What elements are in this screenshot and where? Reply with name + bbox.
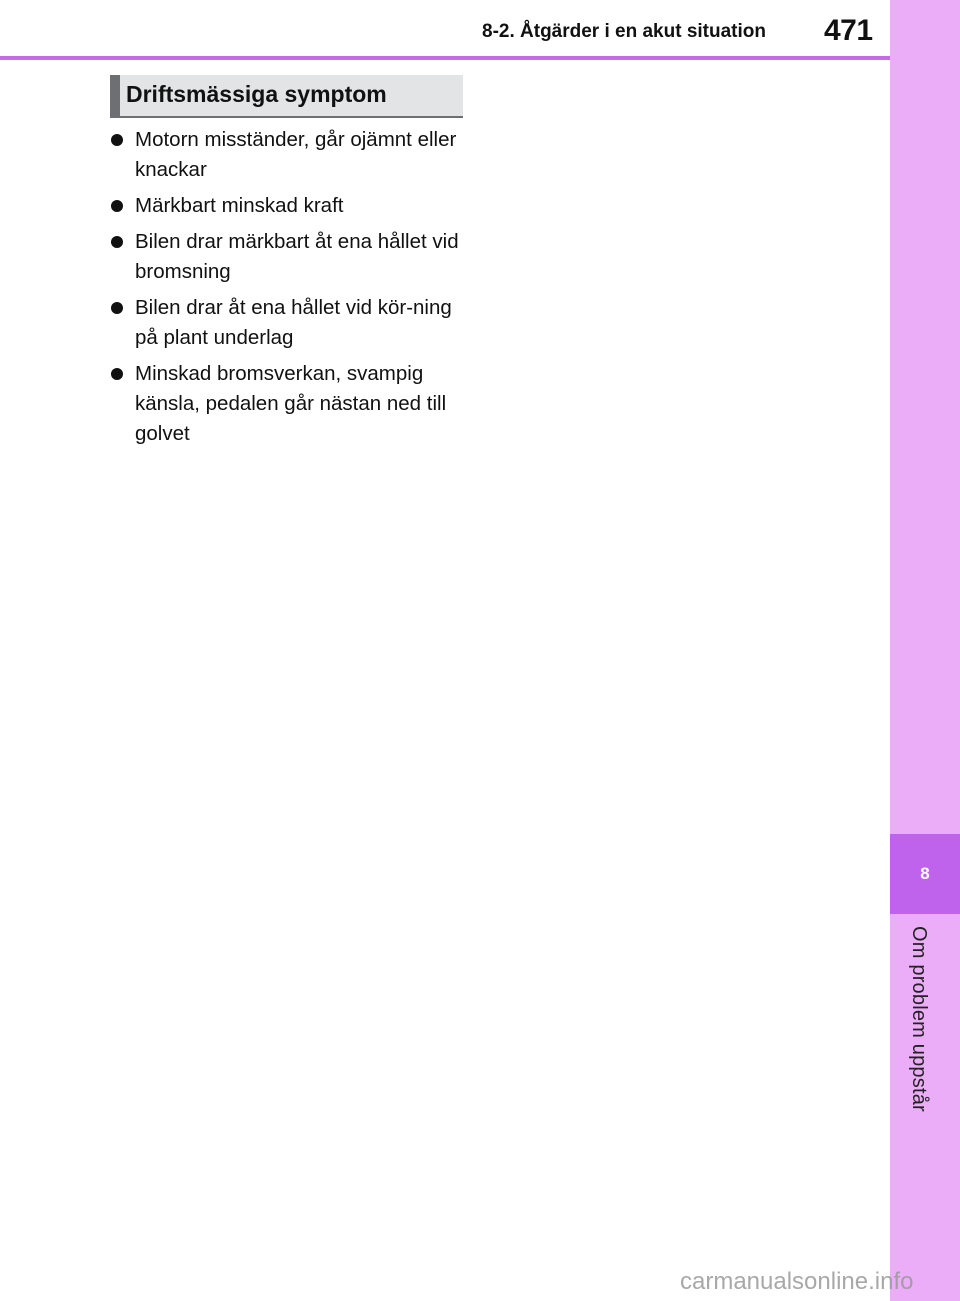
list-item	[110, 227, 460, 287]
bullet-icon	[111, 134, 123, 146]
header-divider	[0, 56, 890, 60]
symptom-text: Motorn misständer, går ojämnt eller knackar	[135, 128, 457, 181]
bullet-icon	[111, 236, 123, 248]
page-number: 471	[824, 14, 873, 47]
heading-text: Driftsmässiga symptom	[126, 81, 387, 107]
list-item	[110, 293, 460, 353]
bullet-icon	[111, 200, 123, 212]
chapter-title: Om problem uppstår	[908, 926, 930, 1112]
list-item	[110, 125, 460, 185]
symptom-heading	[110, 75, 463, 118]
chapter-number: 8	[920, 864, 930, 883]
chapter-number-badge	[890, 834, 960, 914]
section-title: 8-2. Åtgärder i en akut situation	[482, 21, 766, 42]
symptom-list	[110, 125, 460, 455]
list-item	[110, 191, 460, 221]
list-item	[110, 359, 460, 449]
symptom-text: Bilen drar märkbart åt ena hållet vid bromsning	[135, 230, 459, 283]
symptom-text: Minskad bromsverkan, svampig känsla, pedalen går nästan ned till golvet	[135, 362, 447, 445]
bullet-icon	[111, 368, 123, 380]
watermark: carmanualsonline.info	[680, 1268, 914, 1295]
heading-accent-bar	[110, 75, 120, 116]
symptom-text: Märkbart minskad kraft	[135, 194, 344, 217]
bullet-icon	[111, 302, 123, 314]
symptom-text: Bilen drar åt ena hållet vid kör-ning på plant underlag	[135, 296, 452, 349]
